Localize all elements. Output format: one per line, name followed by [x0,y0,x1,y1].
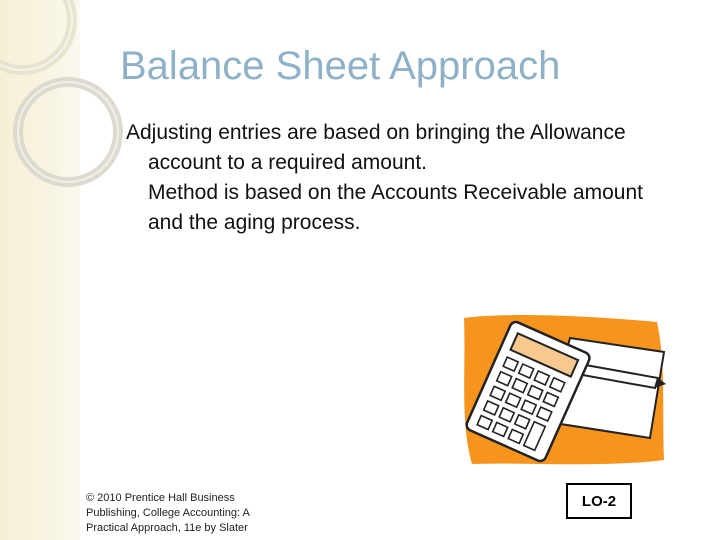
slide-body [126,118,666,238]
paragraph-text: Method is based on the Accounts Receivable amount and the aging process. [148,181,643,234]
learning-objective-badge: LO-2 [566,483,632,519]
calculator-pencil-icon [452,312,672,468]
copyright-notice: © 2010 Prentice Hall Business Publishing, College Accounting: A Practical Approach, 11e by Slater [86,492,250,534]
slide-title: Balance Sheet Approach [120,44,561,88]
paragraph-method [126,178,666,238]
paragraph-text: Adjusting entries are based on bringing the Allowance account to a required amount. [126,121,626,174]
paragraph-adjusting-entries [126,118,666,178]
